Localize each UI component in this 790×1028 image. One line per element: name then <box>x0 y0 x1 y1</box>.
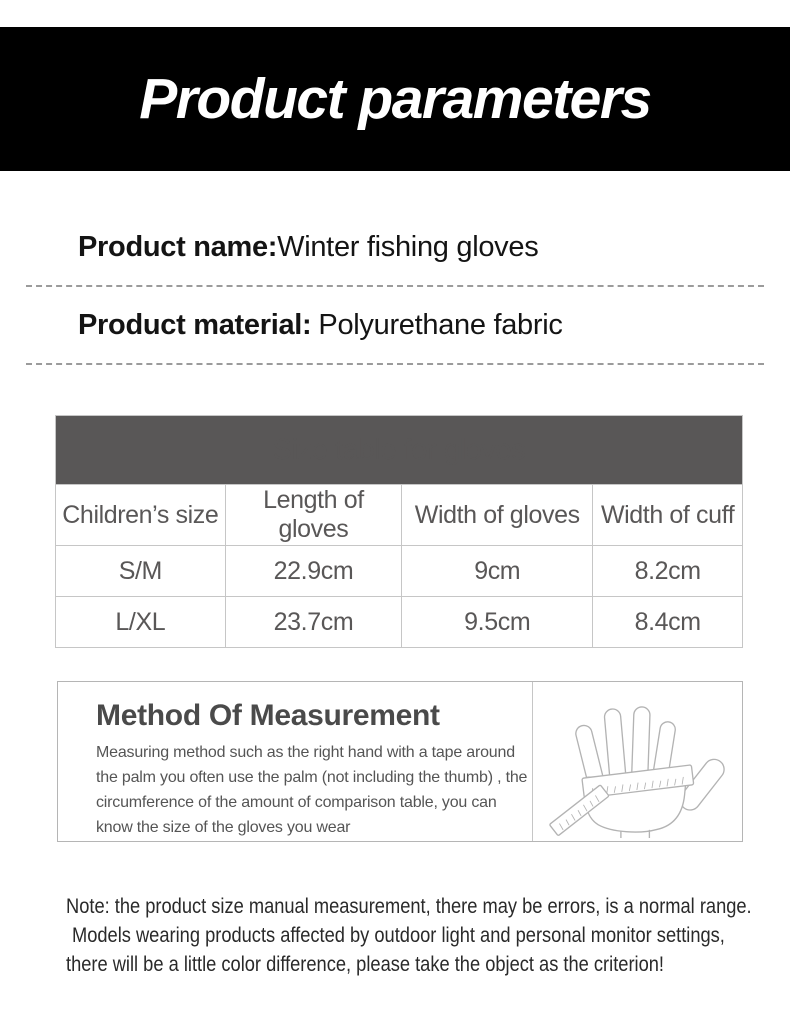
method-line: Measuring method such as the right hand with a tape around <box>96 744 515 761</box>
measurement-figure-panel <box>532 682 742 841</box>
note-line: Note: the product size manual measurement, there may be errors, is a normal range. <box>66 894 752 918</box>
table-row-sm <box>56 546 743 597</box>
table-cell: L/XL <box>56 597 226 648</box>
measurement-method-heading: Method Of Measurement <box>96 699 440 732</box>
note-line: Models wearing products affected by outdoor light and personal monitor settings, <box>72 923 725 947</box>
measurement-method-box <box>57 681 743 842</box>
size-table-title: Size table for gloves <box>56 416 743 485</box>
dashed-divider <box>26 363 764 365</box>
product-material-row <box>0 307 790 343</box>
page-title: Product parameters <box>139 67 651 131</box>
product-name-value: Winter fishing gloves <box>277 231 539 263</box>
column-header-width-of-gloves: Width of gloves <box>402 485 593 546</box>
column-header-width-of-cuff: Width of cuff <box>593 485 743 546</box>
size-table-header-row <box>56 485 743 546</box>
table-cell: 9cm <box>402 546 593 597</box>
product-material-value: Polyurethane fabric <box>318 309 563 341</box>
note-line: there will be a little color difference, please take the object as the criterion! <box>66 952 665 976</box>
size-table-title-row <box>56 416 743 485</box>
product-specs <box>0 229 790 365</box>
product-parameters-page <box>0 27 790 979</box>
table-cell: 22.9cm <box>225 546 402 597</box>
page-header <box>0 27 790 171</box>
dashed-divider <box>26 285 764 287</box>
column-header-childrens-size: Children’s size <box>56 485 226 546</box>
table-row-lxl <box>56 597 743 648</box>
product-name-label: Product name: <box>78 231 278 263</box>
table-cell: S/M <box>56 546 226 597</box>
product-name-row <box>0 229 790 265</box>
hand-measurement-illustration <box>542 686 734 838</box>
method-line: circumference of the amount of comparison table, you can <box>96 794 497 811</box>
column-header-length-of-gloves: Length of gloves <box>225 485 402 546</box>
method-line: know the size of the gloves you wear <box>96 819 351 836</box>
method-line: the palm you often use the palm (not including the thumb) , the <box>96 769 528 786</box>
size-table <box>55 415 743 648</box>
table-cell: 23.7cm <box>225 597 402 648</box>
product-material-label: Product material: <box>78 309 312 341</box>
measurement-method-text <box>58 682 532 841</box>
table-cell: 8.4cm <box>593 597 743 648</box>
table-cell: 9.5cm <box>402 597 593 648</box>
table-cell: 8.2cm <box>593 546 743 597</box>
note-block <box>0 892 790 979</box>
